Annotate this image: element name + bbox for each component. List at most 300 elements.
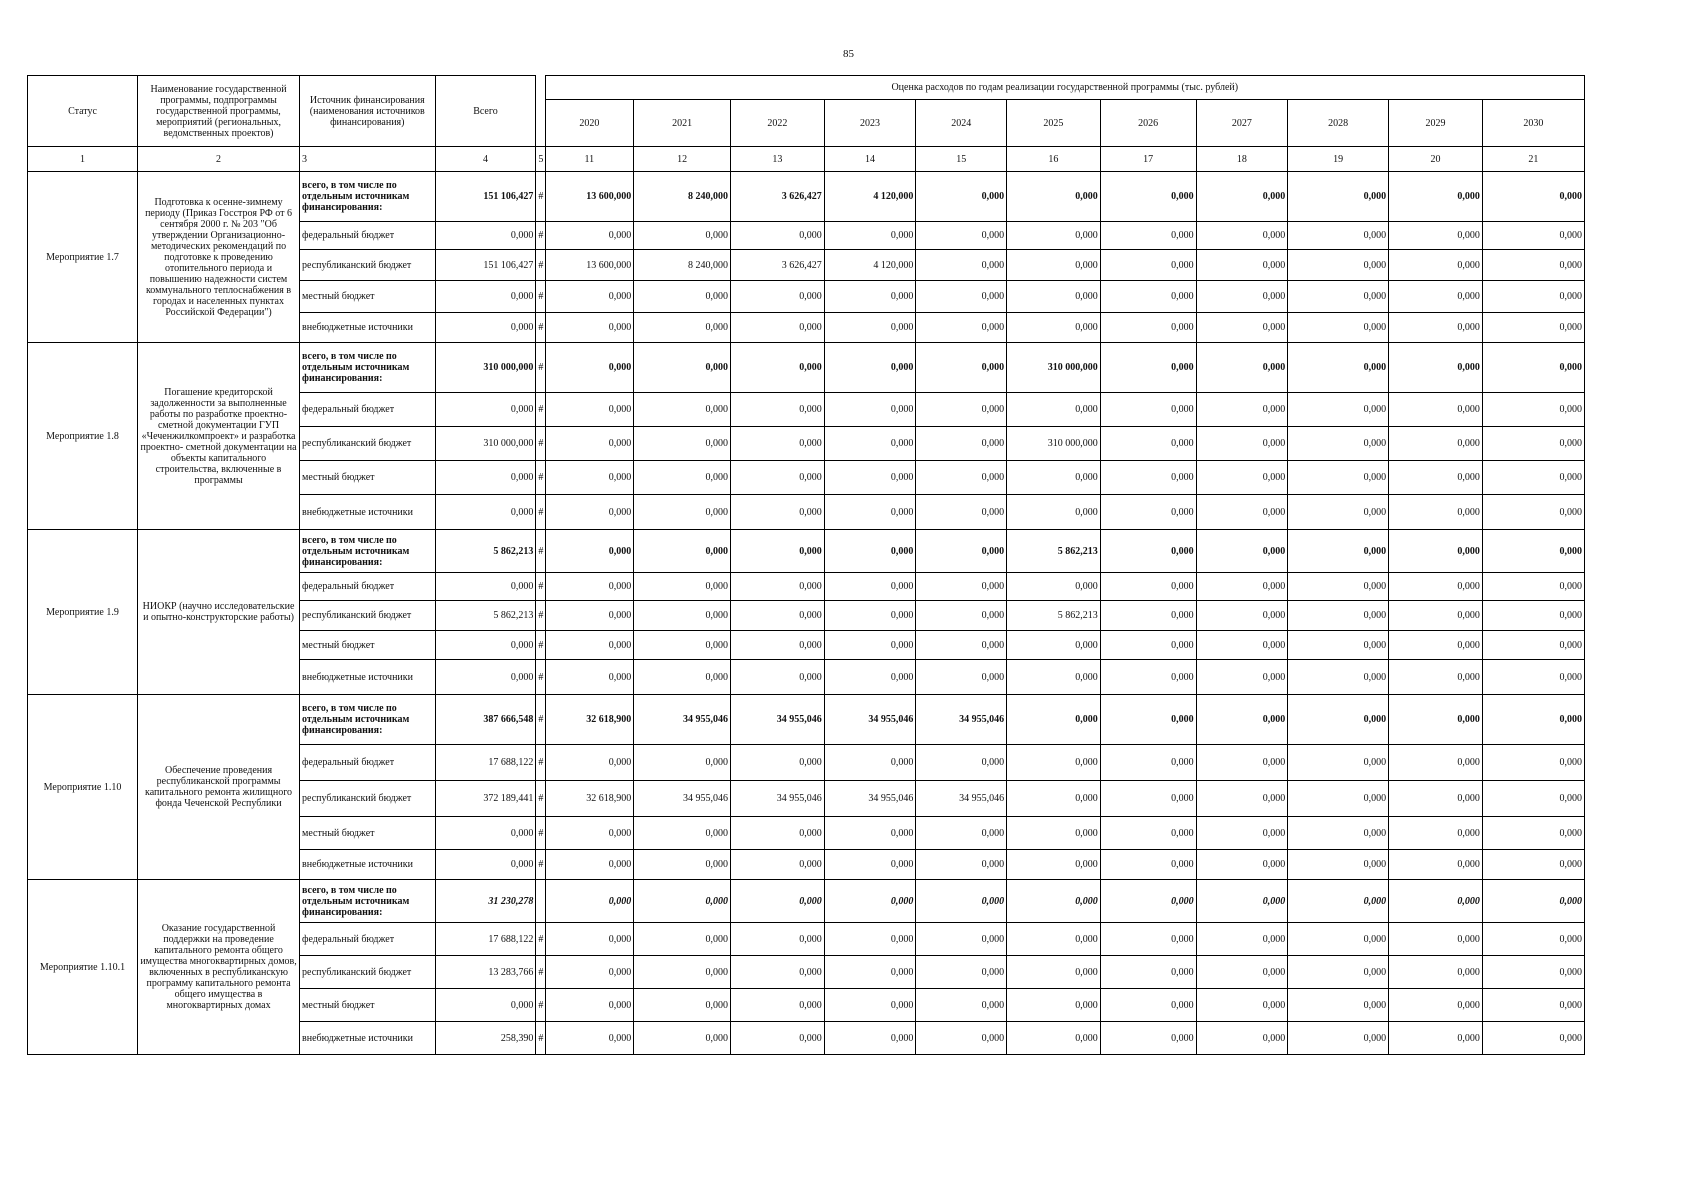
cell-value-2021: 34 955,046 [634,781,731,817]
cell-value-2021: 0,000 [634,660,731,695]
cell-value-2022: 34 955,046 [730,695,824,745]
cell-value-2022: 0,000 [730,601,824,631]
cell-value-2029: 0,000 [1389,817,1483,850]
cell-value-2025: 5 862,213 [1007,530,1101,573]
cell-value-2028: 0,000 [1288,281,1389,313]
page-number: 85 [843,48,854,60]
row-total: 310 000,000 [435,427,536,461]
header-year-2026: 2026 [1100,100,1196,147]
row-source: всего, в том числе по отдельным источникам финансирования: [300,695,436,745]
cell-value-2024: 0,000 [916,923,1007,956]
cell-value-2030: 0,000 [1482,817,1584,850]
cell-value-2029: 0,000 [1389,222,1483,250]
cell-value-2021: 0,000 [634,495,731,530]
row-hash-marker: # [536,781,545,817]
cell-value-2030: 0,000 [1482,956,1584,989]
cell-value-2020: 0,000 [545,660,634,695]
cell-value-2025: 0,000 [1007,850,1101,880]
cell-value-2025: 0,000 [1007,956,1101,989]
cell-value-2022: 0,000 [730,817,824,850]
row-total: 372 189,441 [435,781,536,817]
cell-value-2024: 0,000 [916,1022,1007,1055]
row-total: 310 000,000 [435,343,536,393]
cell-value-2022: 0,000 [730,343,824,393]
row-source: внебюджетные источники [300,1022,436,1055]
cell-value-2021: 0,000 [634,850,731,880]
cell-value-2030: 0,000 [1482,660,1584,695]
cell-value-2024: 0,000 [916,601,1007,631]
header-year-2027: 2027 [1196,100,1288,147]
header-name: Наименование государственной программы, подпрограммы государственной программы, мероприятий (региональных, ведомственных проектов) [138,76,300,147]
cell-value-2024: 0,000 [916,573,1007,601]
header-year-2024: 2024 [916,100,1007,147]
cell-value-2028: 0,000 [1288,530,1389,573]
cell-value-2029: 0,000 [1389,250,1483,281]
cell-value-2027: 0,000 [1196,172,1288,222]
cell-value-2020: 0,000 [545,427,634,461]
cell-value-2030: 0,000 [1482,1022,1584,1055]
cell-value-2026: 0,000 [1100,281,1196,313]
cell-value-2024: 0,000 [916,530,1007,573]
cell-value-2030: 0,000 [1482,222,1584,250]
cell-value-2027: 0,000 [1196,956,1288,989]
cell-value-2020: 0,000 [545,923,634,956]
row-hash-marker: # [536,745,545,781]
cell-value-2028: 0,000 [1288,631,1389,660]
cell-value-2022: 0,000 [730,313,824,343]
cell-value-2028: 0,000 [1288,923,1389,956]
cell-value-2030: 0,000 [1482,343,1584,393]
cell-value-2030: 0,000 [1482,850,1584,880]
column-number: 19 [1288,147,1389,172]
column-number: 18 [1196,147,1288,172]
cell-value-2022: 0,000 [730,989,824,1022]
cell-value-2023: 34 955,046 [824,695,916,745]
cell-value-2028: 0,000 [1288,1022,1389,1055]
row-source: федеральный бюджет [300,573,436,601]
cell-value-2021: 0,000 [634,461,731,495]
row-hash-marker: # [536,313,545,343]
row-total: 17 688,122 [435,923,536,956]
row-source: всего, в том числе по отдельным источникам финансирования: [300,343,436,393]
cell-value-2024: 0,000 [916,427,1007,461]
cell-value-2028: 0,000 [1288,573,1389,601]
cell-value-2030: 0,000 [1482,745,1584,781]
cell-value-2025: 0,000 [1007,1022,1101,1055]
row-total: 0,000 [435,817,536,850]
cell-value-2030: 0,000 [1482,313,1584,343]
cell-value-2028: 0,000 [1288,601,1389,631]
cell-value-2022: 0,000 [730,281,824,313]
cell-value-2029: 0,000 [1389,631,1483,660]
cell-value-2027: 0,000 [1196,573,1288,601]
cell-value-2020: 0,000 [545,393,634,427]
row-hash-marker: # [536,850,545,880]
cell-value-2020: 0,000 [545,281,634,313]
cell-value-2021: 0,000 [634,530,731,573]
cell-value-2030: 0,000 [1482,393,1584,427]
cell-value-2022: 0,000 [730,461,824,495]
cell-value-2029: 0,000 [1389,850,1483,880]
row-total: 31 230,278 [435,880,536,923]
cell-value-2022: 0,000 [730,393,824,427]
row-source: федеральный бюджет [300,222,436,250]
row-source: всего, в том числе по отдельным источникам финансирования: [300,880,436,923]
cell-value-2023: 4 120,000 [824,250,916,281]
cell-value-2020: 0,000 [545,313,634,343]
cell-value-2022: 0,000 [730,956,824,989]
cell-value-2029: 0,000 [1389,427,1483,461]
row-source: местный бюджет [300,281,436,313]
cell-value-2026: 0,000 [1100,923,1196,956]
header-year-2021: 2021 [634,100,731,147]
cell-value-2029: 0,000 [1389,281,1483,313]
cell-value-2030: 0,000 [1482,427,1584,461]
cell-value-2027: 0,000 [1196,250,1288,281]
cell-value-2022: 0,000 [730,880,824,923]
cell-value-2029: 0,000 [1389,530,1483,573]
row-source: федеральный бюджет [300,745,436,781]
cell-value-2030: 0,000 [1482,172,1584,222]
cell-value-2025: 0,000 [1007,461,1101,495]
cell-value-2025: 0,000 [1007,573,1101,601]
cell-value-2028: 0,000 [1288,850,1389,880]
cell-value-2022: 3 626,427 [730,250,824,281]
cell-value-2027: 0,000 [1196,427,1288,461]
cell-value-2020: 0,000 [545,817,634,850]
cell-value-2030: 0,000 [1482,461,1584,495]
cell-value-2023: 0,000 [824,281,916,313]
cell-value-2028: 0,000 [1288,745,1389,781]
row-total: 0,000 [435,495,536,530]
cell-value-2022: 34 955,046 [730,781,824,817]
row-source: внебюджетные источники [300,660,436,695]
cell-value-2028: 0,000 [1288,427,1389,461]
cell-value-2021: 0,000 [634,631,731,660]
cell-value-2026: 0,000 [1100,343,1196,393]
cell-value-2024: 0,000 [916,660,1007,695]
cell-value-2021: 0,000 [634,573,731,601]
cell-value-2020: 0,000 [545,989,634,1022]
row-total: 0,000 [435,313,536,343]
cell-value-2029: 0,000 [1389,343,1483,393]
cell-value-2026: 0,000 [1100,530,1196,573]
cell-value-2020: 32 618,900 [545,695,634,745]
cell-value-2030: 0,000 [1482,281,1584,313]
cell-value-2021: 34 955,046 [634,695,731,745]
row-source: местный бюджет [300,817,436,850]
cell-value-2027: 0,000 [1196,745,1288,781]
cell-value-2026: 0,000 [1100,989,1196,1022]
cell-value-2028: 0,000 [1288,660,1389,695]
cell-value-2026: 0,000 [1100,250,1196,281]
header-source: Источник финансирования (наименования источников финансирования) [300,76,436,147]
column-number: 16 [1007,147,1101,172]
cell-value-2024: 34 955,046 [916,781,1007,817]
row-total: 151 106,427 [435,172,536,222]
column-numbers-row [28,147,1585,172]
cell-value-2029: 0,000 [1389,172,1483,222]
cell-value-2020: 0,000 [545,880,634,923]
row-hash-marker: # [536,956,545,989]
row-hash-marker: # [536,393,545,427]
row-status: Мероприятие 1.10 [28,695,138,880]
cell-value-2020: 0,000 [545,222,634,250]
row-hash-marker: # [536,250,545,281]
column-number: 4 [435,147,536,172]
cell-value-2020: 0,000 [545,631,634,660]
cell-value-2026: 0,000 [1100,660,1196,695]
cell-value-2024: 0,000 [916,250,1007,281]
cell-value-2025: 0,000 [1007,393,1101,427]
row-hash-marker [536,880,545,923]
row-name: НИОКР (научно исследовательские и опытно-конструкторские работы) [138,530,300,695]
cell-value-2024: 0,000 [916,343,1007,393]
header-year-2020: 2020 [545,100,634,147]
row-name: Обеспечение проведения республиканской программы капитального ремонта жилищного фонда Чеченской Республики [138,695,300,880]
budget-table [27,75,1585,1055]
row-total: 0,000 [435,850,536,880]
cell-value-2023: 0,000 [824,880,916,923]
cell-value-2025: 5 862,213 [1007,601,1101,631]
cell-value-2026: 0,000 [1100,631,1196,660]
row-total: 0,000 [435,660,536,695]
cell-value-2023: 0,000 [824,956,916,989]
row-total: 0,000 [435,393,536,427]
cell-value-2029: 0,000 [1389,1022,1483,1055]
cell-value-2026: 0,000 [1100,222,1196,250]
cell-value-2027: 0,000 [1196,781,1288,817]
row-hash-marker: # [536,817,545,850]
cell-value-2023: 0,000 [824,393,916,427]
cell-value-2023: 0,000 [824,923,916,956]
cell-value-2026: 0,000 [1100,601,1196,631]
cell-value-2024: 0,000 [916,956,1007,989]
row-total: 0,000 [435,222,536,250]
cell-value-2020: 0,000 [545,956,634,989]
cell-value-2027: 0,000 [1196,281,1288,313]
cell-value-2025: 0,000 [1007,660,1101,695]
cell-value-2030: 0,000 [1482,573,1584,601]
header-year-2029: 2029 [1389,100,1483,147]
cell-value-2030: 0,000 [1482,631,1584,660]
cell-value-2026: 0,000 [1100,172,1196,222]
header-group-title: Оценка расходов по годам реализации государственной программы (тыс. рублей) [545,76,1584,100]
row-hash-marker: # [536,222,545,250]
cell-value-2022: 0,000 [730,660,824,695]
cell-value-2027: 0,000 [1196,313,1288,343]
row-source: местный бюджет [300,461,436,495]
row-total: 0,000 [435,631,536,660]
cell-value-2024: 0,000 [916,281,1007,313]
cell-value-2021: 8 240,000 [634,172,731,222]
cell-value-2024: 0,000 [916,495,1007,530]
row-source: федеральный бюджет [300,393,436,427]
cell-value-2028: 0,000 [1288,343,1389,393]
cell-value-2028: 0,000 [1288,495,1389,530]
cell-value-2029: 0,000 [1389,781,1483,817]
cell-value-2022: 0,000 [730,1022,824,1055]
cell-value-2025: 0,000 [1007,781,1101,817]
row-hash-marker: # [536,172,545,222]
cell-value-2023: 34 955,046 [824,781,916,817]
row-name: Погашение кредиторской задолженности за выполненные работы по разработке проектно-сметной документации ГУП «Чеченжилкомпроект» и разработка проектно- сметной документации на объекты капитального строительства, включенные в программы [138,343,300,530]
cell-value-2027: 0,000 [1196,530,1288,573]
header-year-2023: 2023 [824,100,916,147]
cell-value-2021: 0,000 [634,956,731,989]
table-row [28,530,1585,573]
row-status: Мероприятие 1.8 [28,343,138,530]
cell-value-2020: 0,000 [545,461,634,495]
cell-value-2023: 0,000 [824,222,916,250]
cell-value-2023: 0,000 [824,343,916,393]
cell-value-2021: 0,000 [634,313,731,343]
cell-value-2020: 13 600,000 [545,250,634,281]
cell-value-2023: 0,000 [824,573,916,601]
cell-value-2030: 0,000 [1482,880,1584,923]
row-source: внебюджетные источники [300,850,436,880]
cell-value-2028: 0,000 [1288,956,1389,989]
table-row [28,695,1585,745]
row-total: 0,000 [435,281,536,313]
row-source: республиканский бюджет [300,601,436,631]
cell-value-2029: 0,000 [1389,745,1483,781]
row-hash-marker: # [536,573,545,601]
cell-value-2027: 0,000 [1196,393,1288,427]
cell-value-2029: 0,000 [1389,393,1483,427]
row-hash-marker: # [536,601,545,631]
cell-value-2024: 0,000 [916,393,1007,427]
cell-value-2022: 0,000 [730,631,824,660]
cell-value-2025: 0,000 [1007,745,1101,781]
cell-value-2026: 0,000 [1100,880,1196,923]
cell-value-2029: 0,000 [1389,495,1483,530]
row-source: всего, в том числе по отдельным источникам финансирования: [300,172,436,222]
cell-value-2028: 0,000 [1288,172,1389,222]
cell-value-2028: 0,000 [1288,313,1389,343]
cell-value-2022: 0,000 [730,222,824,250]
cell-value-2020: 32 618,900 [545,781,634,817]
column-number: 5 [536,147,545,172]
row-total: 5 862,213 [435,601,536,631]
cell-value-2027: 0,000 [1196,222,1288,250]
cell-value-2025: 0,000 [1007,880,1101,923]
cell-value-2022: 3 626,427 [730,172,824,222]
cell-value-2023: 0,000 [824,745,916,781]
cell-value-2022: 0,000 [730,427,824,461]
cell-value-2027: 0,000 [1196,495,1288,530]
cell-value-2030: 0,000 [1482,989,1584,1022]
column-number: 2 [138,147,300,172]
cell-value-2022: 0,000 [730,573,824,601]
cell-value-2026: 0,000 [1100,781,1196,817]
row-hash-marker: # [536,461,545,495]
cell-value-2020: 0,000 [545,495,634,530]
cell-value-2023: 0,000 [824,817,916,850]
cell-value-2028: 0,000 [1288,461,1389,495]
cell-value-2029: 0,000 [1389,660,1483,695]
cell-value-2020: 0,000 [545,745,634,781]
header-year-2028: 2028 [1288,100,1389,147]
header-year-2025: 2025 [1007,100,1101,147]
cell-value-2020: 0,000 [545,1022,634,1055]
table-row [28,880,1585,923]
cell-value-2024: 0,000 [916,461,1007,495]
row-status: Мероприятие 1.7 [28,172,138,343]
cell-value-2025: 0,000 [1007,313,1101,343]
row-hash-marker: # [536,530,545,573]
cell-value-2029: 0,000 [1389,989,1483,1022]
row-source: республиканский бюджет [300,250,436,281]
cell-value-2027: 0,000 [1196,817,1288,850]
cell-value-2023: 0,000 [824,495,916,530]
cell-value-2030: 0,000 [1482,695,1584,745]
header-year-2030: 2030 [1482,100,1584,147]
cell-value-2030: 0,000 [1482,923,1584,956]
cell-value-2021: 0,000 [634,1022,731,1055]
cell-value-2029: 0,000 [1389,880,1483,923]
cell-value-2021: 0,000 [634,923,731,956]
cell-value-2028: 0,000 [1288,989,1389,1022]
cell-value-2028: 0,000 [1288,781,1389,817]
row-source: всего, в том числе по отдельным источникам финансирования: [300,530,436,573]
cell-value-2029: 0,000 [1389,573,1483,601]
row-source: республиканский бюджет [300,427,436,461]
cell-value-2028: 0,000 [1288,817,1389,850]
cell-value-2027: 0,000 [1196,631,1288,660]
cell-value-2030: 0,000 [1482,601,1584,631]
cell-value-2026: 0,000 [1100,745,1196,781]
column-number: 1 [28,147,138,172]
cell-value-2021: 0,000 [634,343,731,393]
row-status: Мероприятие 1.9 [28,530,138,695]
row-hash-marker: # [536,631,545,660]
column-number: 21 [1482,147,1584,172]
cell-value-2025: 0,000 [1007,495,1101,530]
cell-value-2028: 0,000 [1288,880,1389,923]
cell-value-2025: 0,000 [1007,222,1101,250]
cell-value-2027: 0,000 [1196,923,1288,956]
cell-value-2025: 0,000 [1007,695,1101,745]
cell-value-2026: 0,000 [1100,461,1196,495]
cell-value-2024: 0,000 [916,745,1007,781]
cell-value-2021: 0,000 [634,601,731,631]
header-year-2022: 2022 [730,100,824,147]
cell-value-2026: 0,000 [1100,393,1196,427]
cell-value-2023: 0,000 [824,850,916,880]
row-total: 17 688,122 [435,745,536,781]
row-total: 13 283,766 [435,956,536,989]
cell-value-2027: 0,000 [1196,660,1288,695]
cell-value-2024: 34 955,046 [916,695,1007,745]
cell-value-2028: 0,000 [1288,222,1389,250]
cell-value-2021: 0,000 [634,989,731,1022]
column-number: 15 [916,147,1007,172]
cell-value-2023: 4 120,000 [824,172,916,222]
cell-value-2027: 0,000 [1196,989,1288,1022]
cell-value-2027: 0,000 [1196,343,1288,393]
column-number: 12 [634,147,731,172]
cell-value-2021: 0,000 [634,222,731,250]
cell-value-2022: 0,000 [730,850,824,880]
cell-value-2030: 0,000 [1482,781,1584,817]
row-total: 258,390 [435,1022,536,1055]
cell-value-2021: 0,000 [634,427,731,461]
cell-value-2023: 0,000 [824,530,916,573]
column-number: 14 [824,147,916,172]
cell-value-2027: 0,000 [1196,695,1288,745]
row-total: 0,000 [435,461,536,495]
